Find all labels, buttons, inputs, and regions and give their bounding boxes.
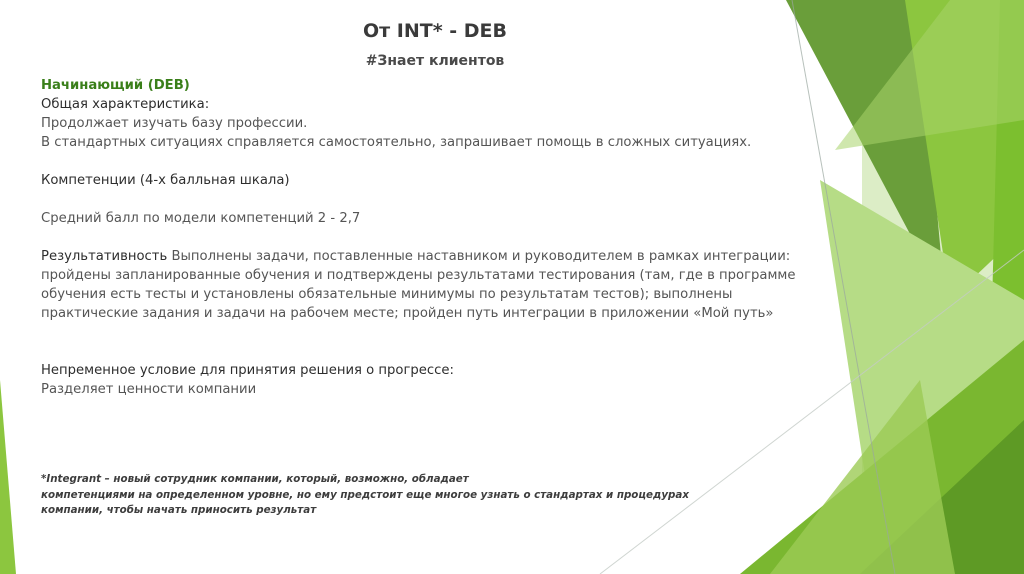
general-line: Продолжает изучать базу профессии. — [41, 116, 308, 131]
level-heading: Начинающий (DEB) — [41, 78, 190, 93]
footnote-line: *Integrant – новый сотрудник компании, который, возможно, обладает — [41, 473, 469, 485]
footnote-line: компании, чтобы начать приносить результат — [41, 504, 317, 516]
performance-line: пройдены запланированные обучения и подтверждены результатами тестирования (там, где в программе — [41, 268, 796, 283]
footnote — [41, 472, 761, 519]
performance-text: Выполнены задачи, поставленные наставником и руководителем в рамках интеграции: — [167, 249, 791, 264]
performance-line: обучения есть тесты и установлены обязательные минимумы по результатам тестов); выполнены — [41, 287, 733, 302]
condition-heading: Непременное условие для принятия решения о прогрессе: — [41, 363, 454, 378]
slide-subtitle: #Знает клиентов — [365, 53, 505, 69]
performance-label: Результативность — [41, 249, 168, 264]
slide-title: От INT* - DEB — [363, 20, 507, 42]
content-block — [41, 76, 851, 399]
general-line: В стандартных ситуациях справляется самостоятельно, запрашивает помощь в сложных ситуациях. — [41, 135, 752, 150]
footnote-line: компетенциями на определенном уровне, но ему предстоит еще многое узнать о стандартах и процедурах — [41, 488, 689, 501]
left-green-sliver — [0, 380, 16, 574]
condition-text: Разделяет ценности компании — [41, 382, 257, 397]
competencies-heading: Компетенции (4-х балльная шкала) — [41, 173, 290, 188]
general-heading: Общая характеристика: — [41, 97, 210, 112]
performance-line — [41, 247, 851, 266]
average-score: Средний балл по модели компетенций 2 - 2,7 — [41, 211, 361, 226]
performance-line: практические задания и задачи на рабочем месте; пройден путь интеграции в приложении «Мой путь» — [41, 306, 774, 321]
